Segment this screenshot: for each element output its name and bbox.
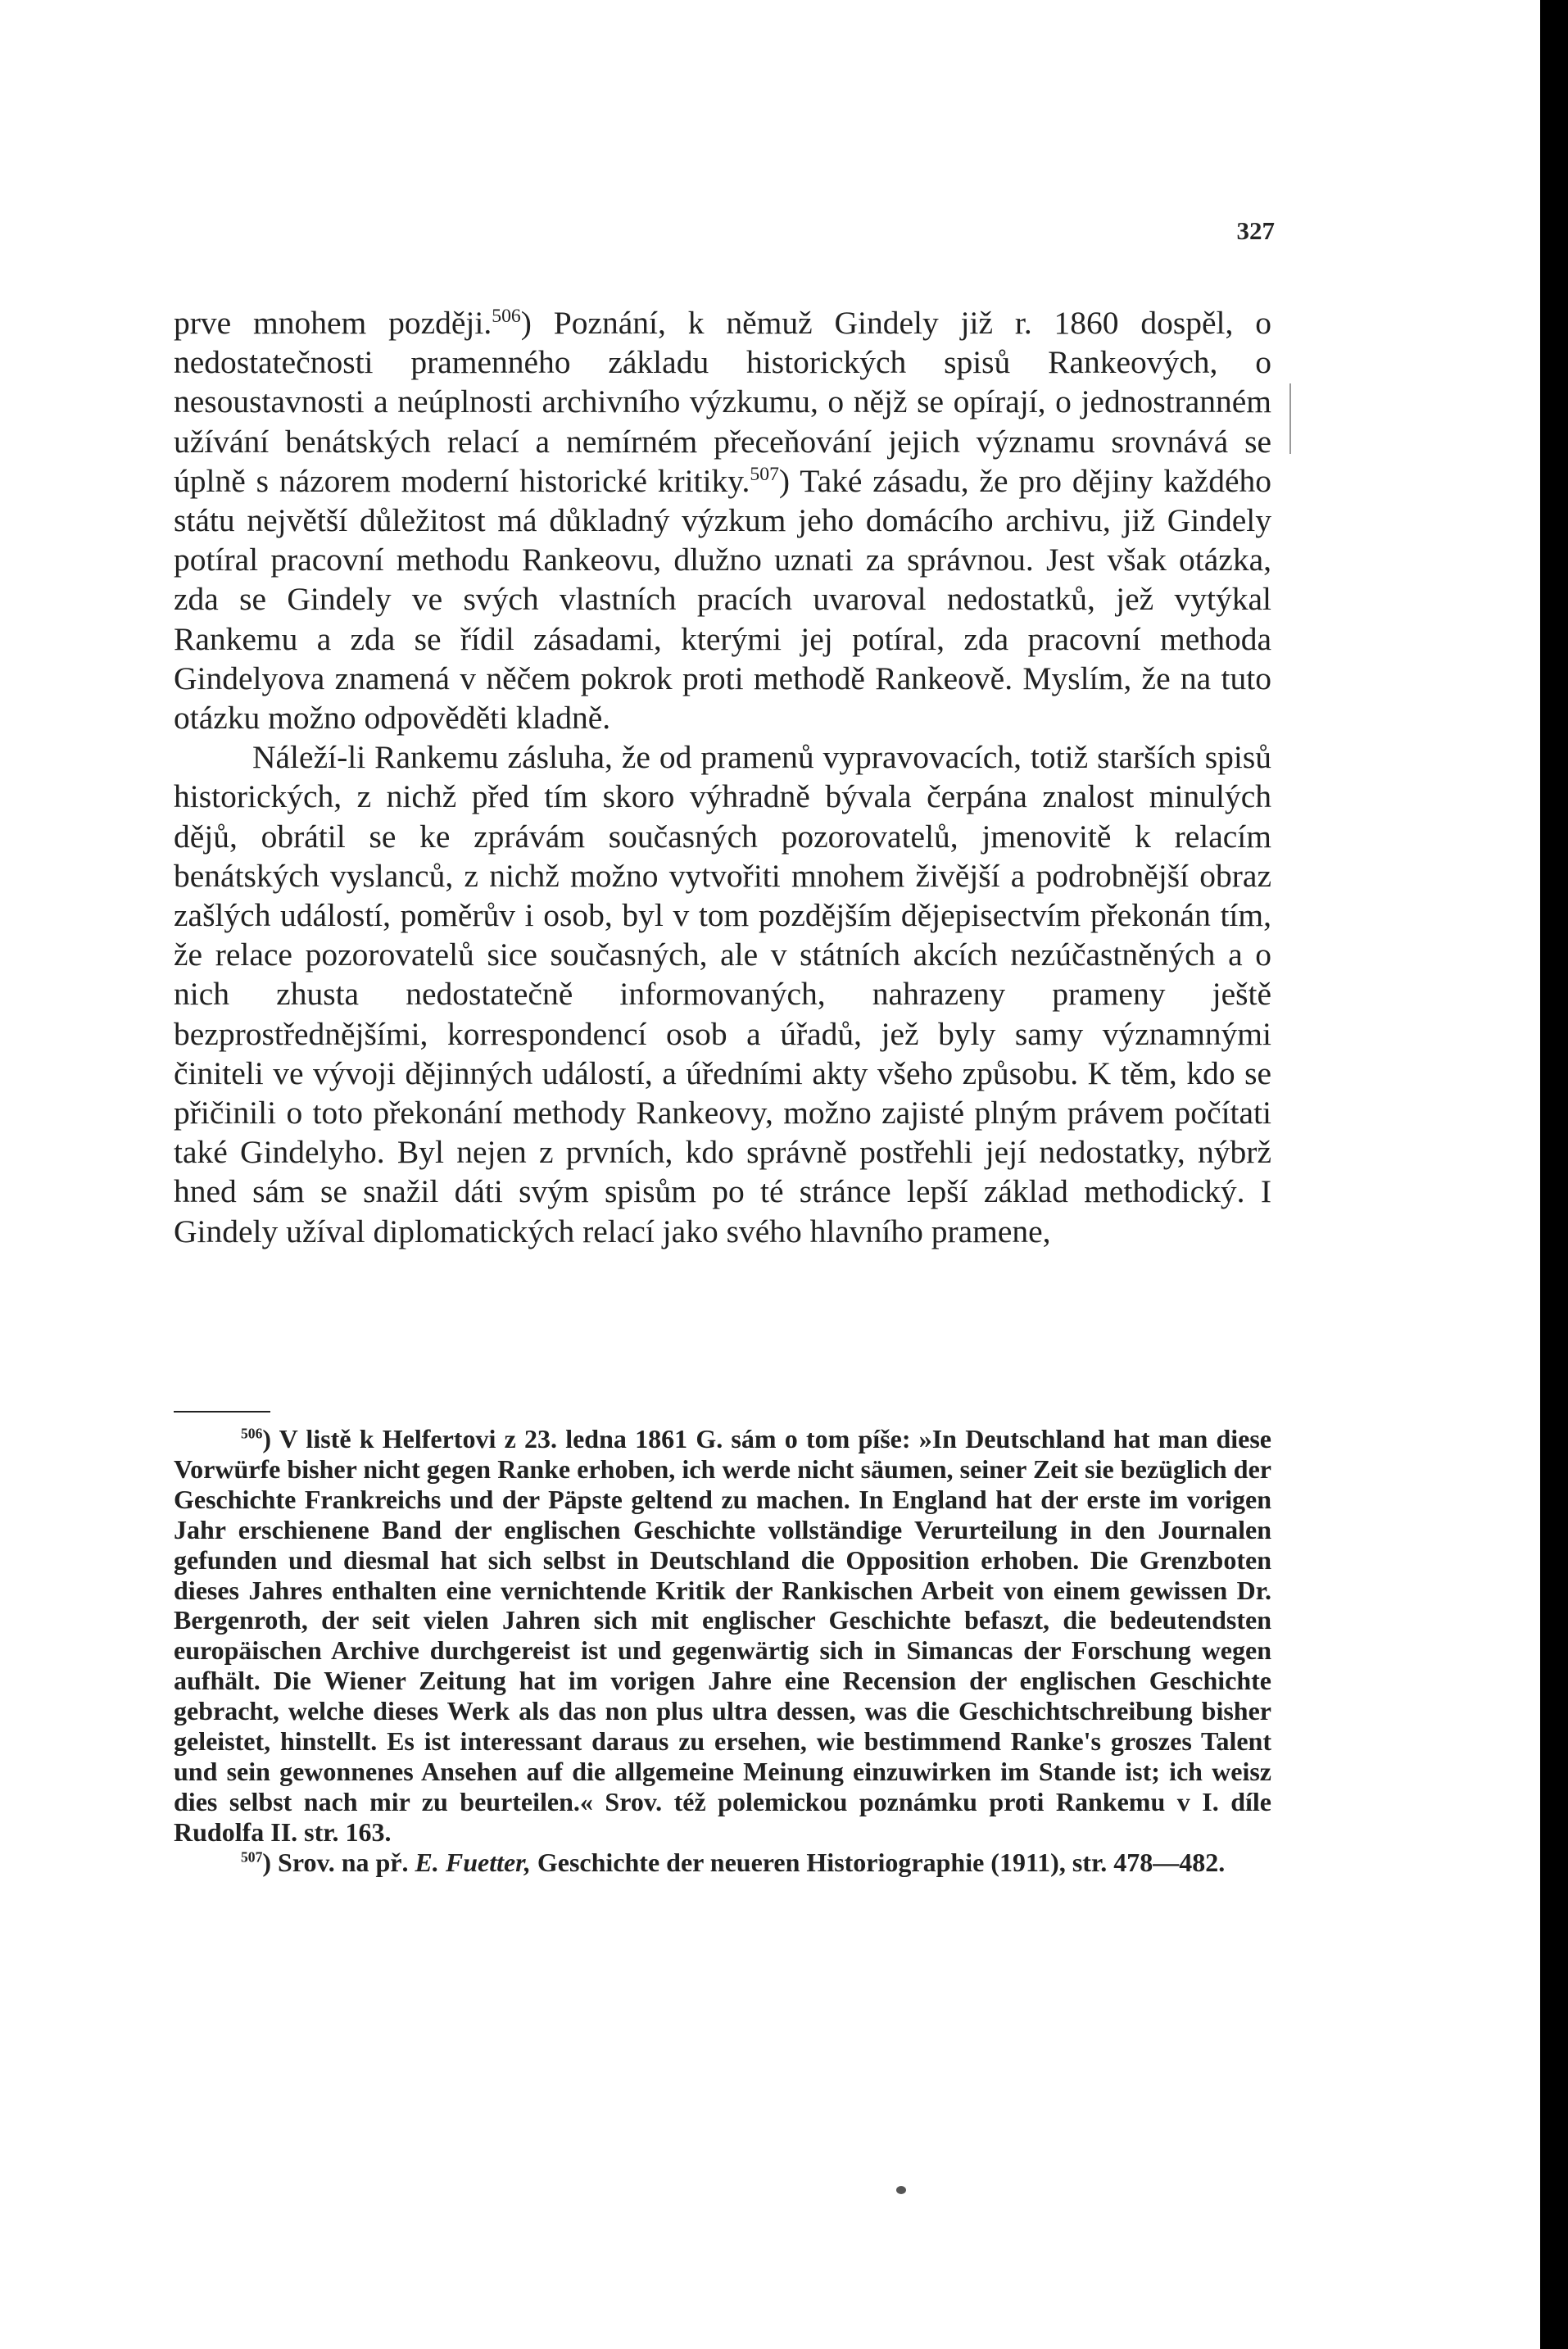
footnote-506-text: ) V listě k Helfertovi z 23. ledna 1861 G. sám o tom píše: »In Deutschland hat man diese Vorwürfe bisher nicht gegen Ranke erhoben, ich werde nicht säumen, seiner Zeit sie bezüglich der Geschichte Frankreichs und der Päpste geltend zu machen. In England hat der erste im vorigen Jahr erschienene Band der englischen Geschichte vollständige Verurteilung in den Journalen gefunden und diesmal hat sich selbst in Deutschland die Opposition erhoben. Die Grenzboten dieses Jahres enthalten eine vernichtende Kritik der Rankischen Arbeit von einem gewissen Dr. Bergenroth, der seit vielen Jahren sich mit englischer Geschichte befaszt, die bedeutendsten europäischen Archive durchgereist ist und gegenwärtig sich in Simancas der Forschung wegen aufhält. Die Wiener Zeitung hat im vorigen Jahre eine Recension der englischen Geschichte gebracht, welche dieses Werk als das non plus ultra dessen, was die Geschichtschreibung bisher geleistet, hinstellt. Es ist interessant daraus zu ersehen, wie bestimmend Ranke's groszes Talent und sein gewonnenes Ansehen auf die allgemeine Meinung einzuwirken im Stande ist; ich weisz dies selbst nach mir zu beurteilen.« Srov. též polemickou poznámku proti Rankemu v I. díle Rudolfa II. str. 163. [174, 1424, 1271, 1847]
footnote-506 [174, 1424, 1271, 1848]
paragraph-1-part-2: ) Poznání, k němuž Gindely již r. 1860 dospěl, o nedostatečnosti pramenného základu historických spisů Rankeových, o nesoustavnosti a neúplnosti archivního výzkumu, o nějž se opírají, o jednostranném užívání benátských relací a nemírném přeceňování jejich významu srovnává se úplně s názorem moderní historické kritiky. [174, 305, 1271, 499]
footnote-number-506: 506 [241, 1425, 263, 1442]
page-number: 327 [1236, 216, 1275, 245]
footnote-divider [174, 1411, 270, 1413]
paragraph-1 [174, 303, 1271, 737]
paragraph-2: Náleží-li Rankemu zásluha, že od pramenů vypravovacích, totiž starších spisů historických, z nichž před tím skoro výhradně bývala čerpána znalost minulých dějů, obrátil se ke zprávám současných pozorovatelů, jmenovitě k relacím benátských vyslanců, z nichž možno vytvořiti mnohem živější a podrobnější obraz zašlých událostí, poměrův i osob, byl v tom pozdějším dějepisectvím překonán tím, že relace pozorovatelů sice současných, ale v státních akcích nezúčastněných a o nich zhusta nedostatečně informovaných, nahrazeny prameny ještě bezprostřednějšími, korrespondencí osob a úřadů, jež byly samy významnými činiteli ve vývoji dějinných událostí, a úředními akty všeho způsobu. K těm, kdo se přičinili o toto překonání methody Rankeovy, možno zajisté plným právem počítati také Gindelyho. Byl nejen z prvních, kdo správně postřehli její nedostatky, nýbrž hned sám se snažil dáti svým spisům po té stránce lepší základ methodický. I Gindely užíval diplomatických relací jako svého hlavního pramene, [174, 739, 1271, 1249]
paragraph-1-part-3: ) Také zásadu, že pro dějiny každého státu největší důležitost má důkladný výzkum jeho domácího archivu, již Gindely potíral pracovní methodu Rankeovu, dlužno uznati za správnou. Jest však otázka, zda se Gindely ve svých vlastních pracích uvaroval nedostatků, jež vytýkal Rankemu a zda se řídil zásadami, kterými jej potíral, zda pracovní methoda Gindelyova znamená v něčem pokrok proti methodě Rankeově. Myslím, že na tuto otázku možno odpověděti kladně. [174, 462, 1271, 737]
footnote-number-507: 507 [241, 1848, 263, 1866]
footnote-ref-506[interactable]: 506 [492, 305, 521, 327]
main-text [174, 303, 1271, 1251]
footnote-507-text-1: ) Srov. na př. [262, 1847, 415, 1877]
footnote-507-author: E. Fuetter, [415, 1847, 531, 1877]
page-edge-mark [1289, 383, 1291, 454]
scan-speck [896, 2186, 906, 2194]
footnote-507-text-2: Geschichte der neueren Historiographie (1911), str. 478—482. [530, 1847, 1226, 1877]
paragraph-1-part-1: prve mnohem později. [174, 305, 492, 341]
footnote-507 [174, 1848, 1271, 1878]
footnote-ref-507[interactable]: 507 [750, 463, 779, 485]
footnotes [174, 1424, 1271, 1878]
